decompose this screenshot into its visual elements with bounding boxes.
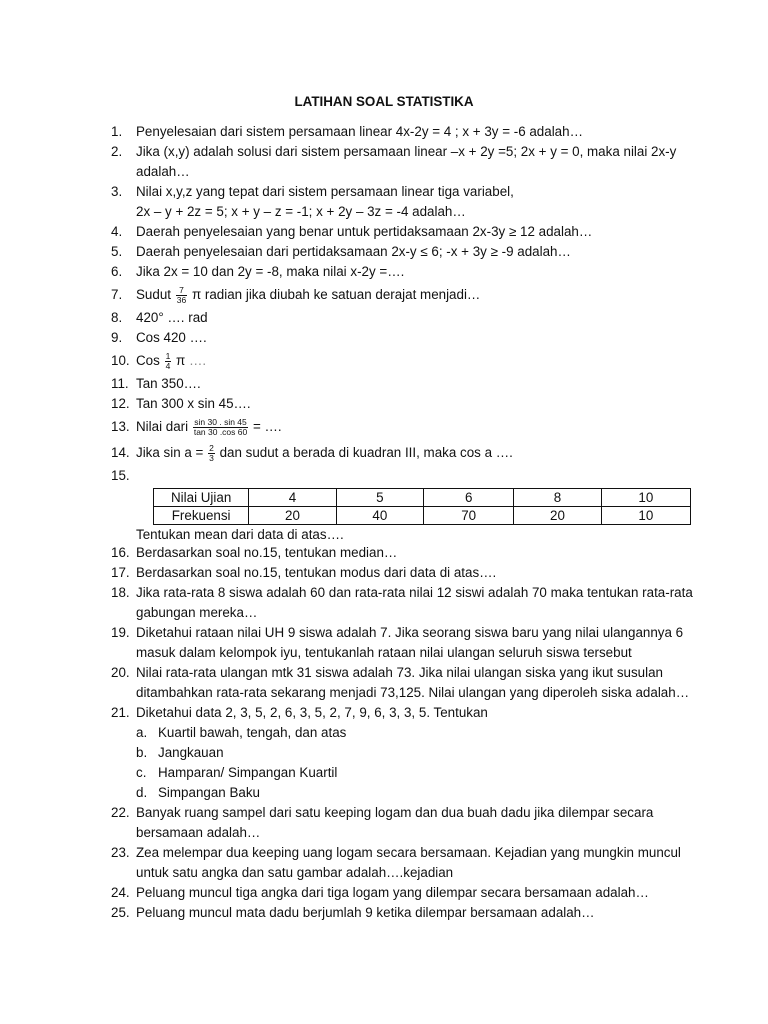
question-10 bbox=[111, 348, 691, 374]
question-17 bbox=[111, 563, 691, 583]
question-number: 20. bbox=[111, 665, 130, 680]
fraction bbox=[165, 352, 172, 371]
question-text: Berdasarkan soal no.15, tentukan median… bbox=[136, 545, 398, 560]
question-text: Nilai x,y,z yang tepat dari sistem persamaan linear tiga variabel, bbox=[136, 184, 514, 199]
question-18 bbox=[111, 583, 691, 623]
question-text: Daerah penyelesaian dari pertidaksamaan 2x-y ≤ 6; -x + 3y ≥ -9 adalah… bbox=[136, 244, 571, 259]
question-text-after-fraction: = …. bbox=[252, 419, 282, 434]
question-text-continued: untuk satu angka dan satu gambar adalah….kejadian bbox=[136, 865, 454, 880]
question-text-after-fraction: π radian jika diubah ke satuan derajat menjadi… bbox=[191, 287, 481, 302]
question-number: 3. bbox=[111, 184, 123, 199]
question-number: 7. bbox=[111, 287, 123, 302]
question-24 bbox=[111, 883, 691, 903]
table-cell: 20 bbox=[249, 507, 336, 525]
fraction-numerator: sin 30 . sin 45 bbox=[194, 416, 247, 427]
fraction-denominator: 3 bbox=[209, 452, 214, 463]
question-text: Jika 2x = 10 dan 2y = -8, maka nilai x-2y =…. bbox=[136, 264, 405, 279]
question-text: Daerah penyelesaian yang benar untuk pertidaksamaan 2x-3y ≥ 12 adalah… bbox=[136, 224, 593, 239]
table-cell: 8 bbox=[514, 489, 601, 507]
page-title: LATIHAN SOAL STATISTIKA bbox=[294, 94, 474, 109]
sub-item-text: Kuartil bawah, tengah, dan atas bbox=[158, 725, 347, 740]
question-text-continued: gabungan mereka… bbox=[136, 605, 258, 620]
question-11 bbox=[111, 374, 691, 394]
question-number: 17. bbox=[111, 565, 130, 580]
sub-item-text: Simpangan Baku bbox=[158, 785, 260, 800]
question-number: 11. bbox=[111, 376, 129, 391]
question-14 bbox=[111, 440, 691, 466]
question-number: 15. bbox=[111, 468, 130, 483]
fraction-numerator: 2 bbox=[209, 442, 214, 453]
fraction bbox=[193, 418, 248, 437]
question-25 bbox=[111, 903, 691, 923]
question-number: 23. bbox=[111, 845, 130, 860]
question-number: 9. bbox=[111, 330, 123, 345]
table-cell: 5 bbox=[336, 489, 423, 507]
question-3 bbox=[111, 182, 691, 222]
question-text: Penyelesaian dari sistem persamaan linear 4x-2y = 4 ; x + 3y = -6 adalah… bbox=[136, 124, 583, 139]
sub-item-b bbox=[136, 743, 691, 763]
question-text-continued: ditambahkan rata-rata sekarang menjadi 73,125. Nilai ulangan yang diperoleh siska adalah… bbox=[136, 685, 690, 700]
question-text: Zea melempar dua keeping uang logam secara bersamaan. Kejadian yang mungkin muncul bbox=[136, 845, 681, 860]
question-text-before-fraction: Sudut bbox=[136, 287, 171, 302]
question-text: Peluang muncul mata dadu berjumlah 9 ketika dilempar bersamaan adalah… bbox=[136, 905, 595, 920]
question-text: Diketahui rataan nilai UH 9 siswa adalah 7. Jika seorang siswa baru yang nilai ulangannya 6 bbox=[136, 625, 684, 640]
question-number: 6. bbox=[111, 264, 123, 279]
sub-item-letter: d. bbox=[136, 785, 148, 800]
table-cell: 10 bbox=[601, 507, 690, 525]
question-7 bbox=[111, 282, 691, 308]
question-15 bbox=[111, 466, 691, 543]
question-2 bbox=[111, 142, 691, 182]
sub-item-letter: b. bbox=[136, 745, 148, 760]
table-cell: 4 bbox=[249, 489, 336, 507]
table-cell: 40 bbox=[336, 507, 423, 525]
table-cell: Frekuensi bbox=[154, 507, 249, 525]
table-cell: 10 bbox=[601, 489, 690, 507]
question-12 bbox=[111, 394, 691, 414]
question-text: 420° …. rad bbox=[136, 310, 208, 325]
question-text-tail: …. bbox=[189, 353, 207, 368]
question-text: Tan 350…. bbox=[136, 376, 201, 391]
question-22 bbox=[111, 803, 691, 843]
question-text: Berdasarkan soal no.15, tentukan modus dari data di atas…. bbox=[136, 565, 497, 580]
table-row bbox=[154, 489, 691, 507]
table-cell: Nilai Ujian bbox=[154, 489, 249, 507]
question-text: Cos 420 …. bbox=[136, 330, 207, 345]
question-text-before-fraction: Nilai dari bbox=[136, 419, 189, 434]
question-20 bbox=[111, 663, 691, 703]
question-number: 16. bbox=[111, 545, 130, 560]
question-text: Peluang muncul tiga angka dari tiga logam yang dilempar secara bersamaan adalah… bbox=[136, 885, 649, 900]
question-text: Diketahui data 2, 3, 5, 2, 6, 3, 5, 2, 7, 9, 6, 3, 3, 5. Tentukan bbox=[136, 705, 488, 720]
sub-item-c bbox=[136, 763, 691, 783]
sub-item-a bbox=[136, 723, 691, 743]
question-number: 25. bbox=[111, 905, 130, 920]
question-9 bbox=[111, 328, 691, 348]
fraction bbox=[176, 286, 187, 305]
question-text-continued: adalah… bbox=[136, 164, 190, 179]
question-text-continued: bersamaan adalah… bbox=[136, 825, 261, 840]
question-text-before-fraction: Cos bbox=[136, 353, 160, 368]
question-text-continued: masuk dalam kelompok iyu, tentukanlah rataan nilai ulangan seluruh siswa tersebut bbox=[136, 645, 632, 660]
question-19 bbox=[111, 623, 691, 663]
sub-item-text: Hamparan/ Simpangan Kuartil bbox=[158, 765, 338, 780]
question-list bbox=[111, 122, 691, 923]
question-text: Nilai rata-rata ulangan mtk 31 siswa adalah 73. Jika nilai ulangan siska yang ikut susulan bbox=[136, 665, 663, 680]
sub-item-letter: a. bbox=[136, 725, 148, 740]
question-number: 2. bbox=[111, 144, 123, 159]
question-number: 8. bbox=[111, 310, 123, 325]
fraction bbox=[208, 444, 215, 463]
question-text-continued: 2x – y + 2z = 5; x + y – z = -1; x + 2y – 3z = -4 adalah… bbox=[136, 204, 466, 219]
question-text: Jika rata-rata 8 siswa adalah 60 dan rata-rata nilai 12 siswi adalah 70 maka tentukan rata-rata bbox=[136, 585, 693, 600]
question-number: 22. bbox=[111, 805, 130, 820]
question-8 bbox=[111, 308, 691, 328]
table-cell: 20 bbox=[514, 507, 601, 525]
question-23 bbox=[111, 843, 691, 883]
question-text-empty bbox=[136, 466, 691, 486]
question-number: 12. bbox=[111, 396, 130, 411]
question-number: 18. bbox=[111, 585, 130, 600]
table-cell: 6 bbox=[424, 489, 514, 507]
question-21 bbox=[111, 703, 691, 803]
question-13 bbox=[111, 414, 691, 440]
question-text-after-table: Tentukan mean dari data di atas…. bbox=[136, 527, 344, 542]
sub-item-letter: c. bbox=[136, 765, 147, 780]
question-number: 4. bbox=[111, 224, 123, 239]
fraction-denominator: 36 bbox=[176, 294, 187, 305]
fraction-denominator: tan 30 .cos 60 bbox=[193, 426, 248, 437]
question-text-before-fraction: Jika sin a = bbox=[136, 445, 204, 460]
question-number: 14. bbox=[111, 445, 130, 460]
question-text-after-fraction: dan sudut a berada di kuadran III, maka cos a …. bbox=[219, 445, 513, 460]
sub-item-text: Jangkauan bbox=[158, 745, 224, 760]
question-text-after-fraction: π bbox=[176, 353, 186, 368]
question-text: Banyak ruang sampel dari satu keeping logam dan dua buah dadu jika dilempar secara bbox=[136, 805, 654, 820]
question-number: 5. bbox=[111, 244, 123, 259]
question-1 bbox=[111, 122, 691, 142]
question-number: 24. bbox=[111, 885, 130, 900]
fraction-numerator: 1 bbox=[165, 350, 171, 361]
question-5 bbox=[111, 242, 691, 262]
fraction-denominator: 4 bbox=[165, 360, 171, 371]
question-number: 10. bbox=[111, 353, 130, 368]
question-number: 19. bbox=[111, 625, 130, 640]
fraction-numerator: 7 bbox=[176, 286, 187, 296]
question-text: Jika (x,y) adalah solusi dari sistem persamaan linear –x + 2y =5; 2x + y = 0, maka nilai 2x-y bbox=[136, 144, 677, 159]
question-6 bbox=[111, 262, 691, 282]
question-4 bbox=[111, 222, 691, 242]
question-number: 21. bbox=[111, 705, 130, 720]
question-number: 13. bbox=[111, 419, 130, 434]
question-text: Tan 300 x sin 45…. bbox=[136, 396, 251, 411]
table-cell: 70 bbox=[424, 507, 514, 525]
frequency-table bbox=[153, 488, 691, 525]
question-16 bbox=[111, 543, 691, 563]
sub-item-d bbox=[136, 783, 691, 803]
table-row bbox=[154, 507, 691, 525]
question-number: 1. bbox=[111, 124, 123, 139]
